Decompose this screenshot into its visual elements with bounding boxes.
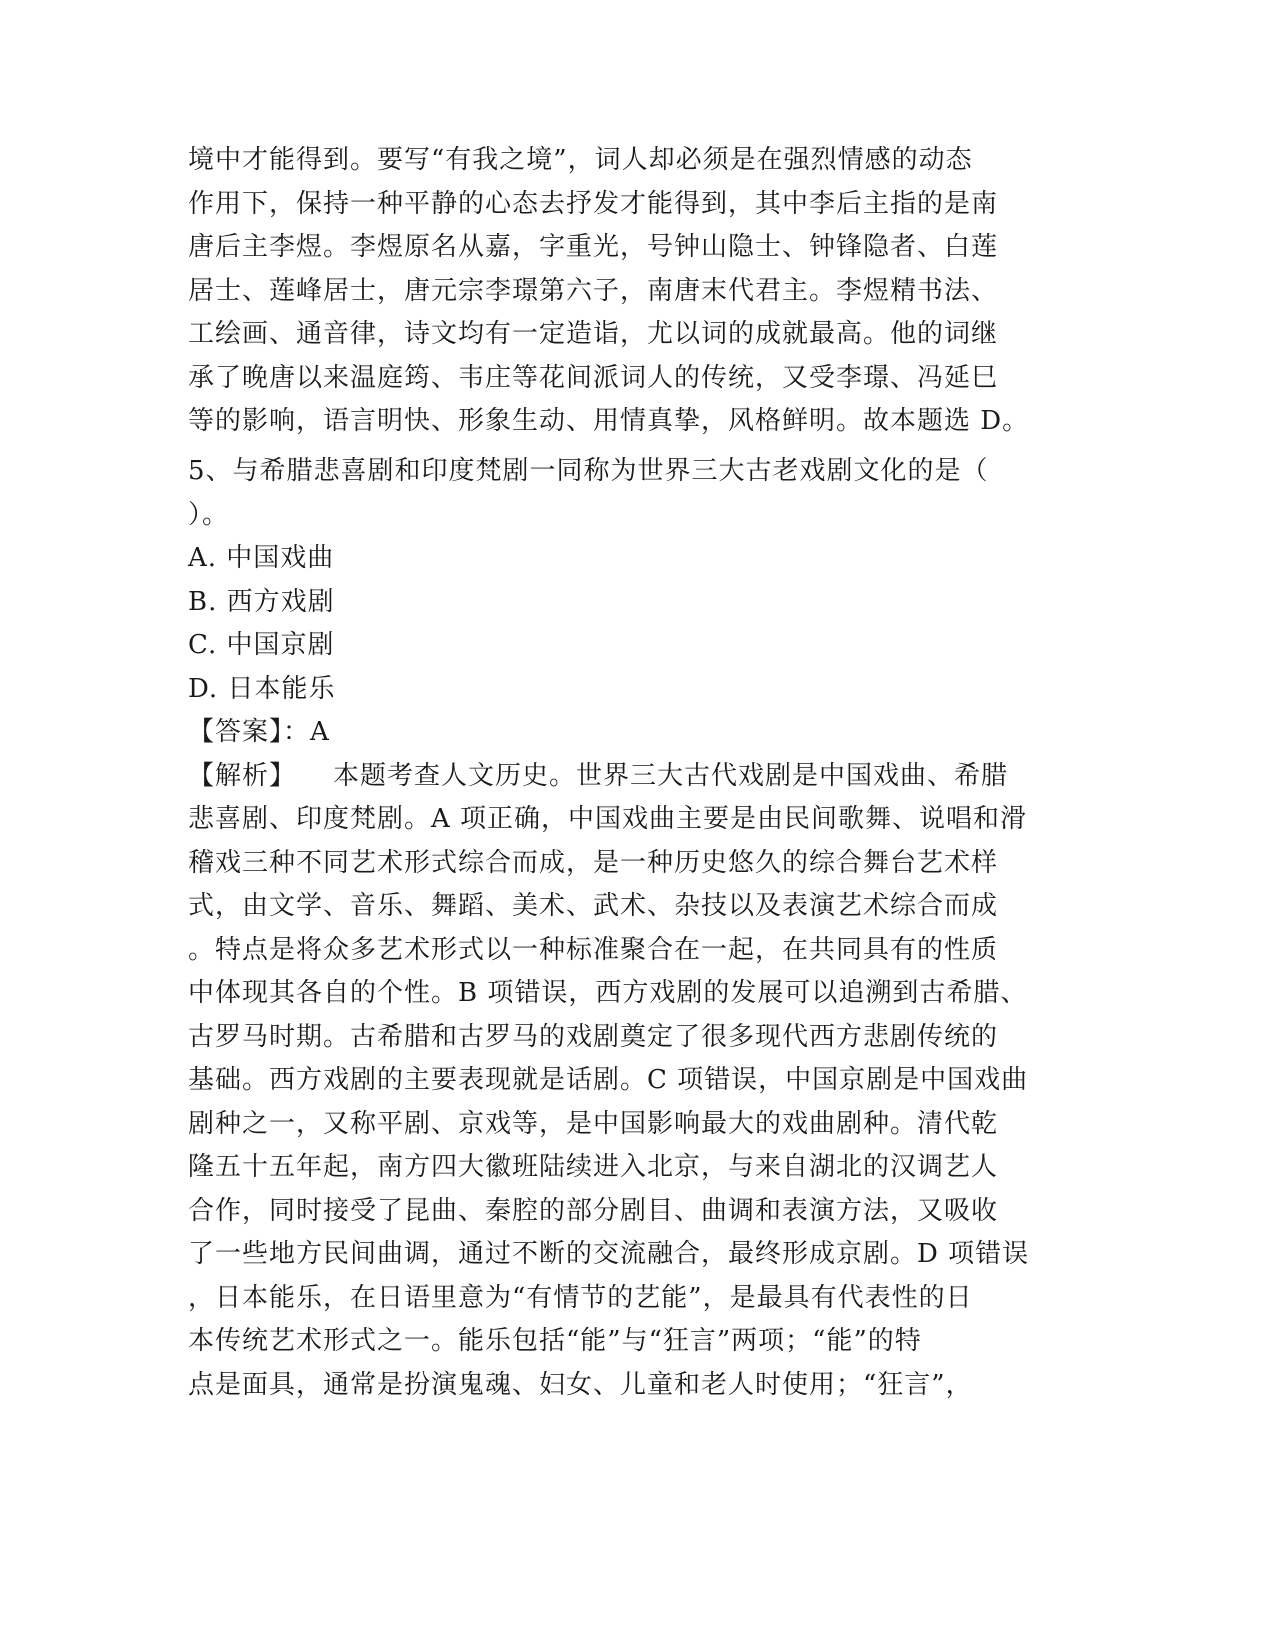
option-b: B. 西方戏剧 bbox=[188, 586, 335, 617]
question-5 bbox=[188, 450, 1088, 1407]
text-line: 5、与希腊悲喜剧和印度梵剧一同称为世界三大古老戏剧文化的是（ bbox=[188, 456, 989, 486]
text-line: 【解析】 本题考查人文历史。世界三大古代戏剧是中国戏曲、希腊 bbox=[188, 760, 1009, 791]
text-line: 古罗马时期。古希腊和古罗马的戏剧奠定了很多现代西方悲剧传统的 bbox=[188, 1021, 999, 1052]
text-line: ）。 bbox=[188, 499, 230, 530]
text-line: 等的影响，语言明快、形象生动、用情真挚，风格鲜明。故本题选 D。 bbox=[188, 406, 1030, 436]
text-line: 中体现其各自的个性。B 项错误，西方戏剧的发展可以追溯到古希腊、 bbox=[188, 978, 1028, 1008]
text-line: 基础。西方戏剧的主要表现就是话剧。C 项错误，中国京剧是中国戏曲 bbox=[188, 1065, 1029, 1095]
text-line: 稽戏三种不同艺术形式综合而成，是一种历史悠久的综合舞台艺术样 bbox=[188, 847, 999, 878]
text-line: 唐后主李煜。李煜原名从嘉，字重光，号钟山隐士、钟锋隐者、白莲 bbox=[188, 232, 999, 262]
text-line: ，日本能乐，在日语里意为“有情节的艺能”，是最具有代表性的日 bbox=[188, 1282, 973, 1313]
text-line: 剧种之一，又称平剧、京戏等，是中国影响最大的戏曲剧种。清代乾 bbox=[188, 1108, 999, 1139]
text-line: 了一些地方民间曲调，通过不断的交流融合，最终形成京剧。D 项错误 bbox=[188, 1239, 1030, 1269]
text-line: 居士、莲峰居士，唐元宗李璟第六子，南唐末代君主。李煜精书法、 bbox=[188, 275, 999, 306]
text-line: 式，由文学、音乐、舞蹈、美术、武术、杂技以及表演艺术综合而成 bbox=[188, 891, 999, 921]
question-options bbox=[188, 537, 1088, 711]
text-line: 隆五十五年起，南方四大徽班陆续进入北京，与来自湖北的汉调艺人 bbox=[188, 1152, 999, 1182]
analysis-paragraph bbox=[188, 755, 1088, 1408]
option-c: C. 中国京剧 bbox=[188, 630, 335, 660]
text-line: 工绘画、通音律，诗文均有一定造诣，尤以词的成就最高。他的词继 bbox=[188, 319, 999, 349]
option-a: A. 中国戏曲 bbox=[188, 543, 335, 573]
text-line: 悲喜剧、印度梵剧。A 项正确，中国戏曲主要是由民间歌舞、说唱和滑 bbox=[188, 804, 1028, 834]
text-line: 本传统艺术形式之一。能乐包括“能”与“狂言”两项；“能”的特 bbox=[188, 1326, 922, 1356]
text-line: 合作，同时接受了昆曲、秦腔的部分剧目、曲调和表演方法，又吸收 bbox=[188, 1195, 999, 1226]
text-line: 点是面具，通常是扮演鬼魂、妇女、儿童和老人时使用；“狂言”， bbox=[188, 1369, 973, 1400]
answer-line: 【答案】：A bbox=[188, 717, 330, 747]
text-line: 作用下，保持一种平静的心态去抒发才能得到，其中李后主指的是南 bbox=[188, 188, 999, 219]
question-stem bbox=[188, 450, 1088, 537]
continued-analysis-paragraph bbox=[188, 139, 1088, 444]
text-line: 承了晚唐以来温庭筠、韦庄等花间派词人的传统，又受李璟、冯延巳 bbox=[188, 362, 999, 393]
option-d: D. 日本能乐 bbox=[188, 673, 336, 704]
text-line: 境中才能得到。要写“有我之境”，词人却必须是在强烈情感的动态 bbox=[188, 145, 973, 175]
text-line: 。特点是将众多艺术形式以一种标准聚合在一起，在共同具有的性质 bbox=[188, 934, 999, 965]
